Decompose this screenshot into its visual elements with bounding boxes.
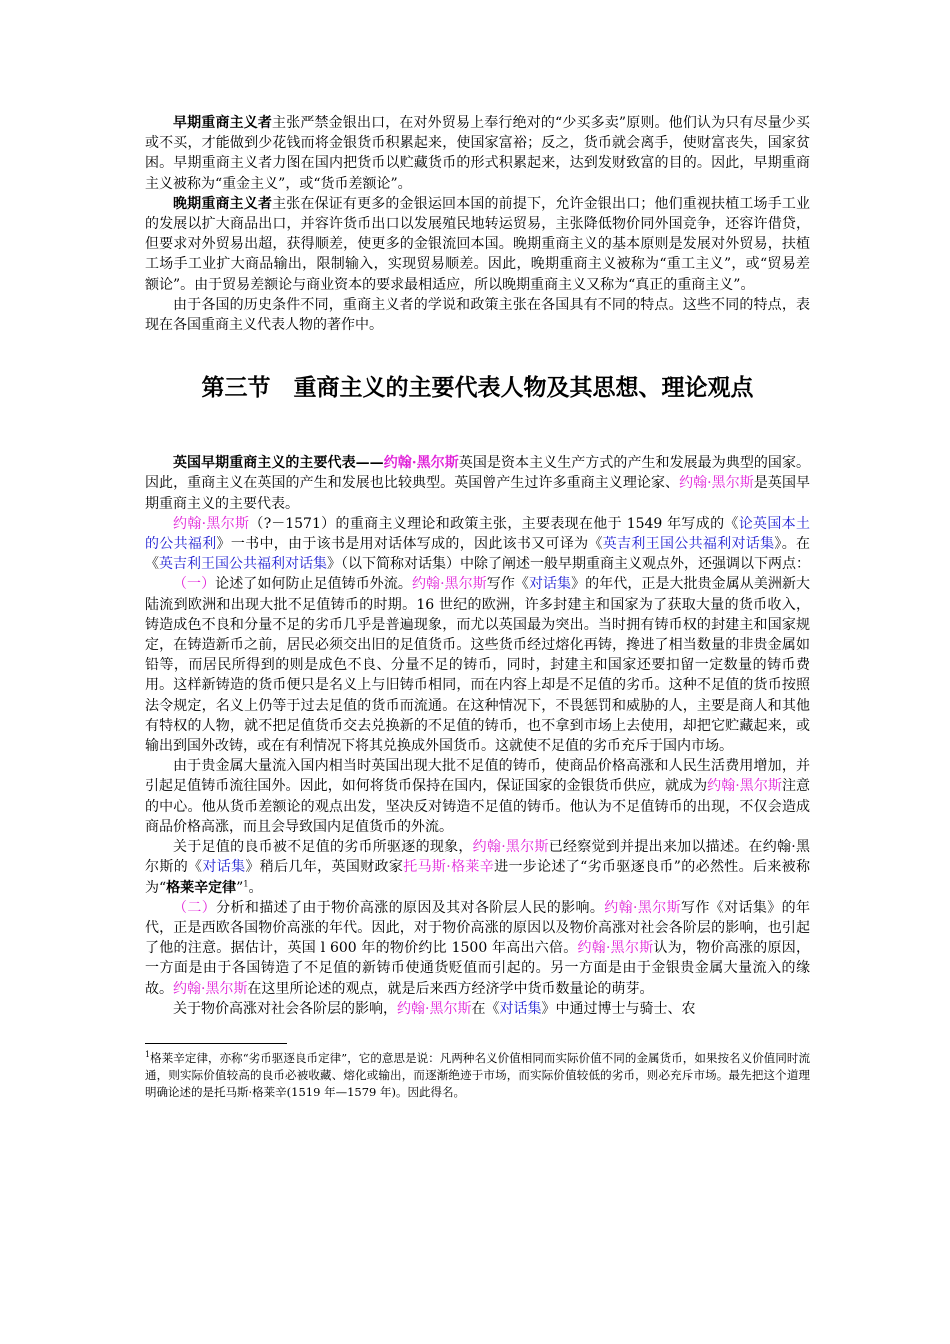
name-link[interactable]: 托马斯·格莱辛 — [403, 859, 495, 876]
name-link[interactable]: 约翰·黑尔斯 — [411, 576, 487, 593]
book-title-link[interactable]: 论英国本土的公共福利 — [145, 515, 811, 553]
book-title-link[interactable]: 英吉利王国公共福利对话集 — [602, 536, 775, 553]
book-title-link[interactable]: 对话集 — [499, 1000, 542, 1017]
name-link[interactable]: 约翰·黑尔斯 — [707, 778, 782, 795]
book-title-link[interactable]: 对话集 — [528, 576, 572, 593]
document-page — [145, 113, 810, 1101]
footnote-separator — [145, 1043, 287, 1044]
list-label: （二） — [173, 899, 217, 916]
term-late-mercantilists: 晚期重商主义者 — [173, 195, 273, 212]
paragraph-hales-works: 约翰·黑尔斯（?－1571）的重商主义理论和政策主张，主要表现在他于 1549 年写成的《论英国本土的公共福利》一书中，由于该书是用对话体写成的，因此该书又可译为《英吉利王国公共福利对话集》。在《英吉利王国公共福利对话集》（以下简称对话集）中除了阐述一般早期重商主义观点外，还强调以下两点： — [145, 515, 811, 573]
paragraph-point-two: （二）分析和描述了由于物价高涨的原因及其对各阶层人民的影响。约翰·黑尔斯写作《对话集》的年代，正是西欧各国物价高涨的年代。因此，对于物价高涨的原因以及物价高涨对社会各阶层的影响，也引起了他的注意。据估计，英国 l 600 年的物价约比 1500 年高出六倍。约翰·黑尔斯认为，物价高涨的原因，一方面是由于各国铸造了不足值的新铸币使通货贬值而引起的。另一方面是由于金银贵金属大量流入的缘故。约翰·黑尔斯在这里所论述的观点，就是后来西方经济学中货币数量论的萌芽。 — [145, 899, 811, 997]
name-link[interactable]: 约翰·黑尔斯 — [383, 455, 459, 472]
name-link[interactable]: 约翰·黑尔斯 — [604, 899, 682, 916]
name-link[interactable]: 约翰·黑尔斯 — [397, 1000, 472, 1017]
name-link[interactable]: 约翰·黑尔斯 — [472, 839, 549, 856]
name-link[interactable]: 约翰·黑尔斯 — [679, 475, 754, 492]
name-link[interactable]: 约翰·黑尔斯 — [577, 940, 654, 957]
section-title: 第三节 重商主义的主要代表人物及其思想、理论观点 — [201, 375, 754, 402]
term-early-mercantilists: 早期重商主义者 — [173, 115, 273, 131]
term-greshams-law: 格莱辛定律 — [166, 879, 237, 896]
paragraph-national-differences: 由于各国的历史条件不同，重商主义者的学说和政策主张在各国具有不同的特点。这些不同的特点，表现在各国重商主义代表人物的著作中。 — [145, 296, 810, 334]
paragraph-late-mercantilists: 晚期重商主义者主张在保证有更多的金银运回本国的前提下，允许金银出口；他们重视扶植工场手工业的发展以扩大商品出口，并容许货币出口以发展殖民地转运贸易，主张降低物价同外国竞争，还容许借贷，但要求对外贸易出超，获得顺差，使更多的金银流回本国。晚期重商主义的基本原则是发展对外贸易，扶植工场手工业扩大商品输出，限制输入，实现贸易顺差。因此，晚期重商主义被称为“重工主义”，或“贸易差额论”。由于贸易差额论与商业资本的要求最相适应，所以晚期重商主义又称为“真正的重商主义”。 — [145, 195, 811, 293]
name-link[interactable]: 约翰·黑尔斯 — [173, 980, 248, 997]
paragraph-coin-outflow: 由于贵金属大量流入国内相当时英国出现大批不足值的铸币，使商品价格高涨和人民生活费用增加，并引起足值铸币流往国外。因此，如何将货币保持在国内，保证国家的金银货币供应，就成为约翰·黑尔斯注意的中心。他从货币差额论的观点出发，坚决反对铸造不足值的铸币。他认为不足值铸币的出现，不仅会造成商品价格高涨，而且会导致国内足值货币的外流。 — [145, 758, 811, 835]
book-title-link[interactable]: 英吉利王国公共福利对话集 — [159, 556, 327, 573]
paragraph-price-impact: 关于物价高涨对社会各阶层的影响，约翰·黑尔斯在《对话集》中通过博士与骑士、农 — [173, 1000, 696, 1017]
paragraph-point-one: （一）论述了如何防止足值铸币外流。约翰·黑尔斯写作《对话集》的年代，正是大批贵金属从美洲新大陆流到欧洲和出现大批不足值铸币的时期。16 世纪的欧洲，许多封建主和国家为了获取大量的货币收入，铸造成色不良和分量不足的劣币几乎是普遍现象，而尤以英国最为突出。当时拥有铸币权的封建主和国家规定，在铸造新币之前，居民必须交出旧的足值货币。这些货币经过熔化再铸，搀进了相当数量的非贵金属如铅等，而居民所得到的则是成色不良、分量不足的铸币，同时，封建主和国家还要扣留一定数量的铸币费用。这样新铸造的货币便只是名义上与旧铸币相同，而在内容上却是不足值的劣币。这种不足值的货币按照法令规定，名义上仍等于过去足值的货币而流通。在这种情况下，不畏惩罚和威胁的人，主要是商人和其他有特权的人物，就不把足值货币交去兑换新的不足值的铸币，也不拿到市场上去使用，却把它贮藏起来，或输出到国外改铸，或在有利情况下将其兑换成外国货币。这就使不足值的劣币充斥于国内市场。 — [145, 576, 811, 755]
book-title-link[interactable]: 对话集 — [202, 859, 246, 876]
paragraph-greshams-law: 关于足值的良币被不足值的劣币所驱逐的现象，约翰·黑尔斯已经察觉到并提出来加以描述。在约翰·黑尔斯的《对话集》稍后几年，英国财政家托马斯·格莱辛进一步论述了“劣币驱逐良币”的必然性。后来被称为“格莱辛定律”$^1$。 — [145, 839, 811, 896]
footnote-reference[interactable]: 1 — [243, 878, 249, 888]
name-link[interactable]: 约翰·黑尔斯 — [173, 515, 250, 532]
footnote: $^1$格莱辛定律，亦称“劣币驱逐良币定律”，它的意思是说：凡两种名义价值相同而实际价值不同的金属货币，如果按名义价值同时流通，则实际价值较高的良币必被收藏、熔化或输出，而逐渐绝迹于市场，而实际价值较低的劣币，则必充斥市场。最先把这个道理明确论述的是托马斯·格莱辛(1519 年—1579 年)。因此得名。 — [145, 1050, 810, 1099]
paragraph-early-mercantilists: 早期重商主义者主张严禁金银出口，在对外贸易上奉行绝对的“少买多卖”原则。他们认为只有尽量少买或不买，才能做到少花钱而将金银货币积累起来，使国家富裕；反之，货币就会离手，使财富丧失，国家贫困。早期重商主义者力图在国内把货币以贮藏货币的形式积累起来，达到发财致富的目的。因此，早期重商主义被称为“重金主义”，或“货币差额论”。 — [145, 115, 811, 192]
list-label: （一） — [173, 576, 216, 593]
footnote-mark: 1 — [145, 1050, 151, 1060]
paragraph-english-representative: 英国早期重商主义的主要代表——约翰·黑尔斯英国是资本主义生产方式的产生和发展最为典型的国家。因此，重商主义在英国的产生和发展也比较典型。英国曾产生过许多重商主义理论家、约翰·黑尔斯是英国早期重商主义的主要代表。 — [145, 455, 811, 512]
